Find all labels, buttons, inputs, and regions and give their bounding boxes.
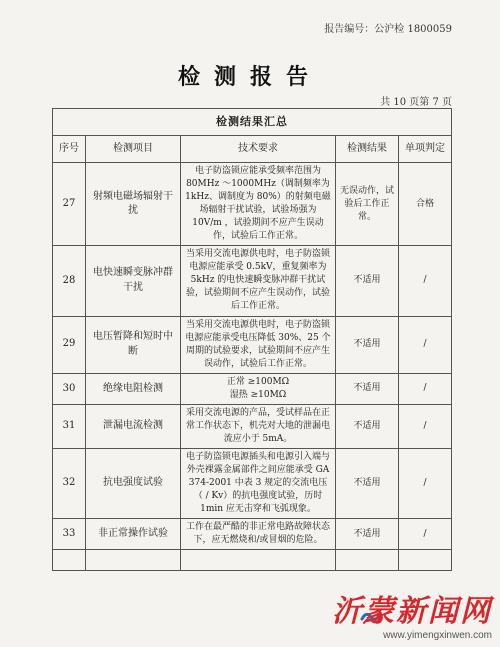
test-item: 电压暂降和短时中断 bbox=[86, 316, 181, 373]
table-row bbox=[53, 373, 452, 404]
technical-requirement: 当采用交流电源供电时，电子防盗锁电源应能承受 0.5kV，重复频率为 5kHz 的电快速瞬变脉冲群干扰试验，试验期间不应产生误动作，试验后工作正常。 bbox=[181, 246, 336, 316]
row-number: 28 bbox=[53, 246, 86, 316]
table-row bbox=[53, 163, 452, 246]
verdict: / bbox=[399, 448, 452, 518]
row-number: 33 bbox=[53, 519, 86, 550]
document-title: 检测报告 bbox=[177, 64, 322, 90]
requirement-normal: 正常 ≥100MΩ bbox=[226, 376, 290, 387]
row-number: 27 bbox=[53, 163, 86, 246]
column-header-verdict: 单项判定 bbox=[399, 136, 452, 163]
row-number: 32 bbox=[53, 448, 86, 518]
test-result: 不适用 bbox=[336, 404, 399, 448]
row-number: 31 bbox=[53, 404, 86, 448]
verdict: 合格 bbox=[399, 163, 452, 246]
test-result: 不适用 bbox=[336, 519, 399, 550]
verdict: / bbox=[399, 404, 452, 448]
test-item: 非正常操作试验 bbox=[86, 519, 181, 550]
technical-requirement bbox=[181, 373, 336, 404]
row-number: 29 bbox=[53, 316, 86, 373]
test-item: 绝缘电阻检测 bbox=[86, 373, 181, 404]
watermark-url: www.yimengxinwen.com bbox=[383, 630, 492, 641]
watermark bbox=[332, 586, 492, 641]
header-row bbox=[53, 136, 452, 163]
test-item: 射频电磁场辐射干扰 bbox=[86, 163, 181, 246]
technical-requirement: 电子防盗锁应能承受频率范围为 80MHz ～1000MHz（调制频率为 1kHz、调制度为 80%）的射频电磁场辐射干扰试验，试验场强为 10V/m ，试验期间不应产生误动作，试验后工作正常。 bbox=[181, 163, 336, 246]
test-result: 不适用 bbox=[336, 316, 399, 373]
table-row bbox=[53, 448, 452, 518]
table-row bbox=[53, 404, 452, 448]
table-row-cut bbox=[53, 550, 452, 571]
results-summary-table bbox=[52, 108, 452, 571]
verdict: / bbox=[399, 316, 452, 373]
column-header-result: 检测结果 bbox=[336, 136, 399, 163]
column-header-item: 检测项目 bbox=[86, 136, 181, 163]
row-number: 30 bbox=[53, 373, 86, 404]
technical-requirement: 电子防盗锁电源插头和电源引入端与外壳裸露金属部件之间应能承受 GA 374-2001 中表 3 规定的交流电压（ / Kv）的抗电强度试验，历时 1min 应无击穿和飞弧现象。 bbox=[181, 448, 336, 518]
requirement-humid: 湿热 ≥10MΩ bbox=[229, 389, 287, 400]
column-header-no: 序号 bbox=[53, 136, 86, 163]
test-result: 不适用 bbox=[336, 246, 399, 316]
verdict: / bbox=[399, 519, 452, 550]
table-row bbox=[53, 519, 452, 550]
test-result: 无误动作，试验后工作正常。 bbox=[336, 163, 399, 246]
test-result: 不适用 bbox=[336, 373, 399, 404]
watermark-logo: 沂蒙新闻网 bbox=[332, 594, 492, 629]
report-number: 报告编号：公沪检 1800059 bbox=[324, 24, 452, 35]
verdict: / bbox=[399, 246, 452, 316]
verdict: / bbox=[399, 373, 452, 404]
test-item: 泄漏电流检测 bbox=[86, 404, 181, 448]
table-row bbox=[53, 246, 452, 316]
technical-requirement: 工作在最严酷的非正常电路故障状态下，应无燃烧和/或冒烟的危险。 bbox=[181, 519, 336, 550]
table-row bbox=[53, 316, 452, 373]
technical-requirement: 当采用交流电源供电时，电子防盗锁电源应能承受电压降低 30%、25 个周期的试验要求，试验期间不应产生误动作，试验后工作正常。 bbox=[181, 316, 336, 373]
test-item: 抗电强度试验 bbox=[86, 448, 181, 518]
technical-requirement: 采用交流电源的产品，受试样品在正常工作状态下，机壳对大地的泄漏电流应小于 5mA。 bbox=[181, 404, 336, 448]
column-header-requirement: 技术要求 bbox=[181, 136, 336, 163]
page-info: 共 10 页第 7 页 bbox=[380, 97, 452, 108]
summary-title: 检测结果汇总 bbox=[53, 109, 452, 136]
test-result: 不适用 bbox=[336, 448, 399, 518]
test-item: 电快速瞬变脉冲群干扰 bbox=[86, 246, 181, 316]
